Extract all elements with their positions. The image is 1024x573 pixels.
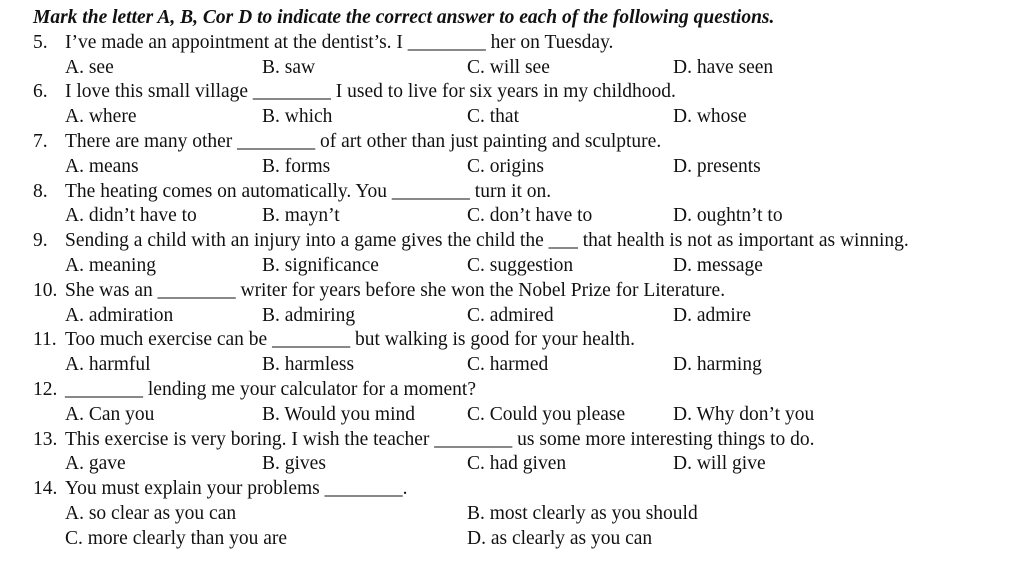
option-a[interactable]: A. Can you	[65, 403, 155, 425]
option-row	[0, 155, 1024, 180]
question-stem-row	[0, 229, 1024, 254]
option-c[interactable]: C. suggestion	[467, 254, 574, 276]
question-stem: I’ve made an appointment at the dentist’s. I ________ her on Tuesday.	[65, 31, 614, 53]
option-b[interactable]: B. admiring	[262, 304, 356, 326]
option-c[interactable]: C. that	[467, 106, 519, 128]
question-list	[0, 31, 1024, 477]
option-c[interactable]: C. origins	[467, 155, 544, 177]
option-d[interactable]: D. oughtn’t to	[673, 205, 783, 227]
option-d[interactable]: D. message	[673, 254, 763, 276]
question-number: 5.	[33, 31, 48, 53]
option-d[interactable]: D. as clearly as you can	[467, 527, 653, 549]
option-b[interactable]: B. which	[262, 106, 333, 128]
option-row	[0, 452, 1024, 477]
option-c[interactable]: C. had given	[467, 453, 567, 475]
option-row	[0, 204, 1024, 229]
option-a[interactable]: A. gave	[65, 453, 126, 475]
option-row	[0, 56, 1024, 81]
option-d[interactable]: D. harming	[673, 354, 762, 376]
option-a[interactable]: A. admiration	[65, 304, 174, 326]
option-a[interactable]: A. means	[65, 155, 139, 177]
option-b[interactable]: B. harmless	[262, 354, 355, 376]
question-stem-row	[0, 80, 1024, 105]
option-c[interactable]: C. Could you please	[467, 403, 626, 425]
option-c[interactable]: C. will see	[467, 56, 550, 78]
question-stem-row	[0, 378, 1024, 403]
option-d[interactable]: D. presents	[673, 155, 761, 177]
option-a[interactable]: A. meaning	[65, 254, 156, 276]
option-row	[0, 502, 1024, 527]
question-stem-row	[0, 279, 1024, 304]
question-stem-row	[0, 31, 1024, 56]
question-stem: I love this small village ________ I used to live for six years in my childhood.	[65, 81, 676, 103]
question-stem: ________ lending me your calculator for a moment?	[65, 378, 477, 400]
question-stem-row	[0, 180, 1024, 205]
question-stem: There are many other ________ of art other than just painting and sculpture.	[65, 130, 662, 152]
question-number: 7.	[33, 130, 48, 152]
option-a[interactable]: A. where	[65, 106, 137, 128]
option-b[interactable]: B. saw	[262, 56, 316, 78]
option-b[interactable]: B. mayn’t	[262, 205, 340, 227]
option-a[interactable]: A. so clear as you can	[65, 502, 237, 524]
option-b[interactable]: B. most clearly as you should	[467, 502, 698, 524]
question-stem: The heating comes on automatically. You ________ turn it on.	[65, 180, 552, 202]
option-d[interactable]: D. whose	[673, 106, 747, 128]
question-number: 14.	[33, 478, 58, 500]
question-number: 13.	[33, 428, 58, 450]
question-stem-row	[0, 477, 1024, 502]
option-c[interactable]: C. more clearly than you are	[65, 527, 287, 549]
option-row	[0, 403, 1024, 428]
question-number: 6.	[33, 81, 48, 103]
option-c[interactable]: C. don’t have to	[467, 205, 593, 227]
option-b[interactable]: B. significance	[262, 254, 379, 276]
question-stem: Too much exercise can be ________ but walking is good for your health.	[65, 329, 635, 351]
option-row	[0, 353, 1024, 378]
option-b[interactable]: B. Would you mind	[262, 403, 416, 425]
option-a[interactable]: A. didn’t have to	[65, 205, 197, 227]
option-row	[0, 105, 1024, 130]
option-row	[0, 527, 1024, 552]
question-number: 9.	[33, 230, 48, 252]
option-d[interactable]: D. have seen	[673, 56, 774, 78]
exercise-page	[0, 6, 1024, 552]
option-b[interactable]: B. gives	[262, 453, 326, 475]
option-c[interactable]: C. admired	[467, 304, 554, 326]
question-number: 10.	[33, 279, 58, 301]
question-stem: She was an ________ writer for years before she won the Nobel Prize for Literature.	[65, 279, 726, 301]
option-row	[0, 254, 1024, 279]
option-a[interactable]: A. see	[65, 56, 114, 78]
question-stem-row	[0, 428, 1024, 453]
option-d[interactable]: D. admire	[673, 304, 751, 326]
option-d[interactable]: D. Why don’t you	[673, 403, 815, 425]
question-stem-row	[0, 328, 1024, 353]
question-stem: Sending a child with an injury into a game gives the child the ___ that health is not as important as winning.	[65, 230, 909, 252]
question-stem-row	[0, 130, 1024, 155]
question-number: 12.	[33, 378, 58, 400]
option-a[interactable]: A. harmful	[65, 354, 151, 376]
instruction-heading: Mark the letter A, B, Cor D to indicate the correct answer to each of the following questions.	[33, 7, 775, 28]
option-d[interactable]: D. will give	[673, 453, 766, 475]
option-c[interactable]: C. harmed	[467, 354, 549, 376]
question-number: 11.	[33, 329, 57, 351]
question-stem: You must explain your problems ________.	[65, 478, 408, 500]
question-stem: This exercise is very boring. I wish the teacher ________ us some more interesting things to do.	[65, 428, 815, 450]
option-b[interactable]: B. forms	[262, 155, 331, 177]
option-row	[0, 304, 1024, 329]
question-number: 8.	[33, 180, 48, 202]
